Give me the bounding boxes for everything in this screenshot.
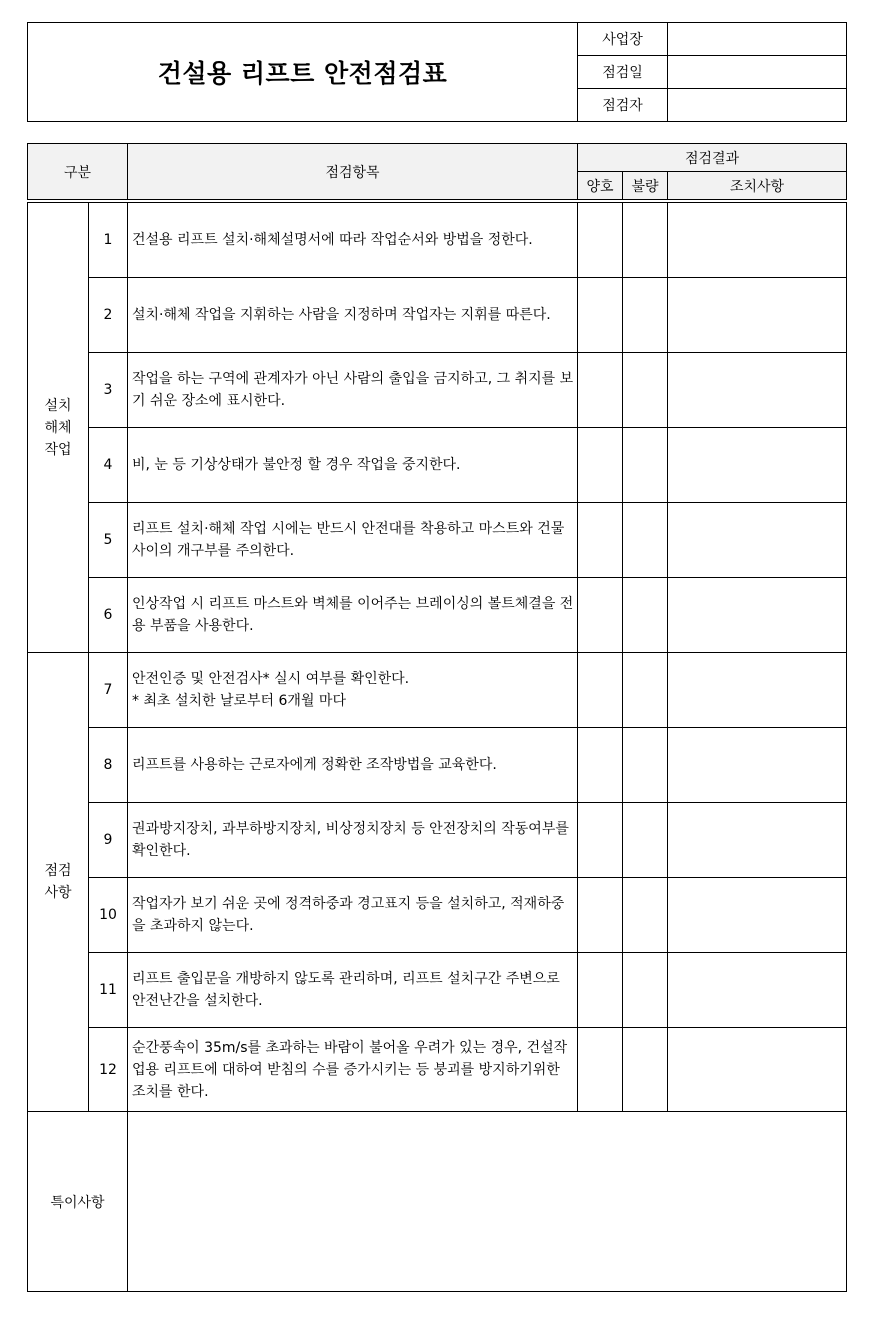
item-number: 4 bbox=[89, 428, 128, 503]
table-row bbox=[28, 503, 847, 578]
label-site: 사업장 bbox=[578, 23, 668, 56]
item-text: 리프트를 사용하는 근로자에게 정확한 조작방법을 교육한다. bbox=[128, 728, 578, 803]
action-cell[interactable] bbox=[668, 803, 847, 878]
table-row bbox=[28, 653, 847, 728]
action-cell[interactable] bbox=[668, 203, 847, 278]
header-category: 구분 bbox=[28, 144, 128, 200]
field-inspection-date[interactable] bbox=[668, 56, 847, 89]
item-text: 리프트 출입문을 개방하지 않도록 관리하며, 리프트 설치구간 주변으로 안전난간을 설치한다. bbox=[128, 953, 578, 1028]
action-cell[interactable] bbox=[668, 653, 847, 728]
table-row bbox=[28, 278, 847, 353]
remarks-label: 특이사항 bbox=[28, 1112, 128, 1292]
item-number: 12 bbox=[89, 1028, 128, 1112]
item-text: 인상작업 시 리프트 마스트와 벽체를 이어주는 브레이싱의 볼트체결을 전용 부품을 사용한다. bbox=[128, 578, 578, 653]
result-bad-cell[interactable] bbox=[623, 503, 668, 578]
action-cell[interactable] bbox=[668, 578, 847, 653]
action-cell[interactable] bbox=[668, 728, 847, 803]
result-bad-cell[interactable] bbox=[623, 203, 668, 278]
table-row bbox=[28, 728, 847, 803]
label-inspector: 점검자 bbox=[578, 89, 668, 122]
item-number: 11 bbox=[89, 953, 128, 1028]
item-subtext: * 최초 설치한 날로부터 6개월 마다 bbox=[132, 693, 346, 709]
header-bad: 불량 bbox=[623, 172, 668, 200]
result-bad-cell[interactable] bbox=[623, 278, 668, 353]
result-bad-cell[interactable] bbox=[623, 1028, 668, 1112]
field-site[interactable] bbox=[668, 23, 847, 56]
item-text: 설치·해체 작업을 지휘하는 사람을 지정하며 작업자는 지휘를 따른다. bbox=[128, 278, 578, 353]
table-row bbox=[28, 428, 847, 503]
result-good-cell[interactable] bbox=[578, 503, 623, 578]
item-number: 5 bbox=[89, 503, 128, 578]
item-text: 리프트 설치·해체 작업 시에는 반드시 안전대를 착용하고 마스트와 건물사이의 개구부를 주의한다. bbox=[128, 503, 578, 578]
result-bad-cell[interactable] bbox=[623, 428, 668, 503]
action-cell[interactable] bbox=[668, 878, 847, 953]
category-install-dismantle: 설치 해체 작업 bbox=[28, 203, 89, 653]
item-number: 10 bbox=[89, 878, 128, 953]
header-good: 양호 bbox=[578, 172, 623, 200]
action-cell[interactable] bbox=[668, 1028, 847, 1112]
item-number: 1 bbox=[89, 203, 128, 278]
result-bad-cell[interactable] bbox=[623, 353, 668, 428]
action-cell[interactable] bbox=[668, 428, 847, 503]
result-good-cell[interactable] bbox=[578, 728, 623, 803]
category-inspection: 점검 사항 bbox=[28, 653, 89, 1112]
table-row bbox=[28, 578, 847, 653]
action-cell[interactable] bbox=[668, 353, 847, 428]
header-action: 조치사항 bbox=[668, 172, 847, 200]
item-number: 7 bbox=[89, 653, 128, 728]
result-good-cell[interactable] bbox=[578, 203, 623, 278]
header-table bbox=[27, 22, 847, 122]
result-good-cell[interactable] bbox=[578, 953, 623, 1028]
result-bad-cell[interactable] bbox=[623, 803, 668, 878]
result-bad-cell[interactable] bbox=[623, 728, 668, 803]
result-bad-cell[interactable] bbox=[623, 653, 668, 728]
item-text: 권과방지장치, 과부하방지장치, 비상정치장치 등 안전장치의 작동여부를 확인한다. bbox=[128, 803, 578, 878]
item-number: 8 bbox=[89, 728, 128, 803]
result-good-cell[interactable] bbox=[578, 428, 623, 503]
table-row bbox=[28, 803, 847, 878]
result-good-cell[interactable] bbox=[578, 278, 623, 353]
result-good-cell[interactable] bbox=[578, 1028, 623, 1112]
table-row bbox=[28, 203, 847, 278]
result-good-cell[interactable] bbox=[578, 653, 623, 728]
result-good-cell[interactable] bbox=[578, 803, 623, 878]
remarks-row bbox=[28, 1112, 847, 1292]
result-bad-cell[interactable] bbox=[623, 878, 668, 953]
result-bad-cell[interactable] bbox=[623, 953, 668, 1028]
action-cell[interactable] bbox=[668, 503, 847, 578]
item-text: 순간풍속이 35m/s를 초과하는 바람이 불어올 우려가 있는 경우, 건설작업용 리프트에 대하여 받침의 수를 증가시키는 등 붕괴를 방지하기위한 조치를 한다. bbox=[128, 1028, 578, 1112]
table-row bbox=[28, 1028, 847, 1112]
field-inspector[interactable] bbox=[668, 89, 847, 122]
document-title: 건설용 리프트 안전점검표 bbox=[28, 23, 578, 122]
header-check-result: 점검결과 bbox=[578, 144, 847, 172]
table-row bbox=[28, 878, 847, 953]
label-inspection-date: 점검일 bbox=[578, 56, 668, 89]
item-number: 2 bbox=[89, 278, 128, 353]
table-row bbox=[28, 353, 847, 428]
item-text: 작업을 하는 구역에 관계자가 아닌 사람의 출입을 금지하고, 그 취지를 보기 쉬운 장소에 표시한다. bbox=[128, 353, 578, 428]
item-text: 건설용 리프트 설치·해체설명서에 따라 작업순서와 방법을 정한다. bbox=[128, 203, 578, 278]
item-text: 안전인증 및 안전검사* 실시 여부를 확인한다. * 최초 설치한 날로부터 6개월 마다 bbox=[128, 653, 578, 728]
action-cell[interactable] bbox=[668, 953, 847, 1028]
table-row bbox=[28, 953, 847, 1028]
action-cell[interactable] bbox=[668, 278, 847, 353]
result-good-cell[interactable] bbox=[578, 878, 623, 953]
item-number: 6 bbox=[89, 578, 128, 653]
header-check-item: 점검항목 bbox=[128, 144, 578, 200]
result-good-cell[interactable] bbox=[578, 578, 623, 653]
item-number: 9 bbox=[89, 803, 128, 878]
remarks-field[interactable] bbox=[128, 1112, 847, 1292]
result-bad-cell[interactable] bbox=[623, 578, 668, 653]
result-good-cell[interactable] bbox=[578, 353, 623, 428]
checklist-table bbox=[27, 143, 847, 1292]
item-text: 작업자가 보기 쉬운 곳에 정격하중과 경고표지 등을 설치하고, 적재하중을 초과하지 않는다. bbox=[128, 878, 578, 953]
item-number: 3 bbox=[89, 353, 128, 428]
item-text: 비, 눈 등 기상상태가 불안정 할 경우 작업을 중지한다. bbox=[128, 428, 578, 503]
